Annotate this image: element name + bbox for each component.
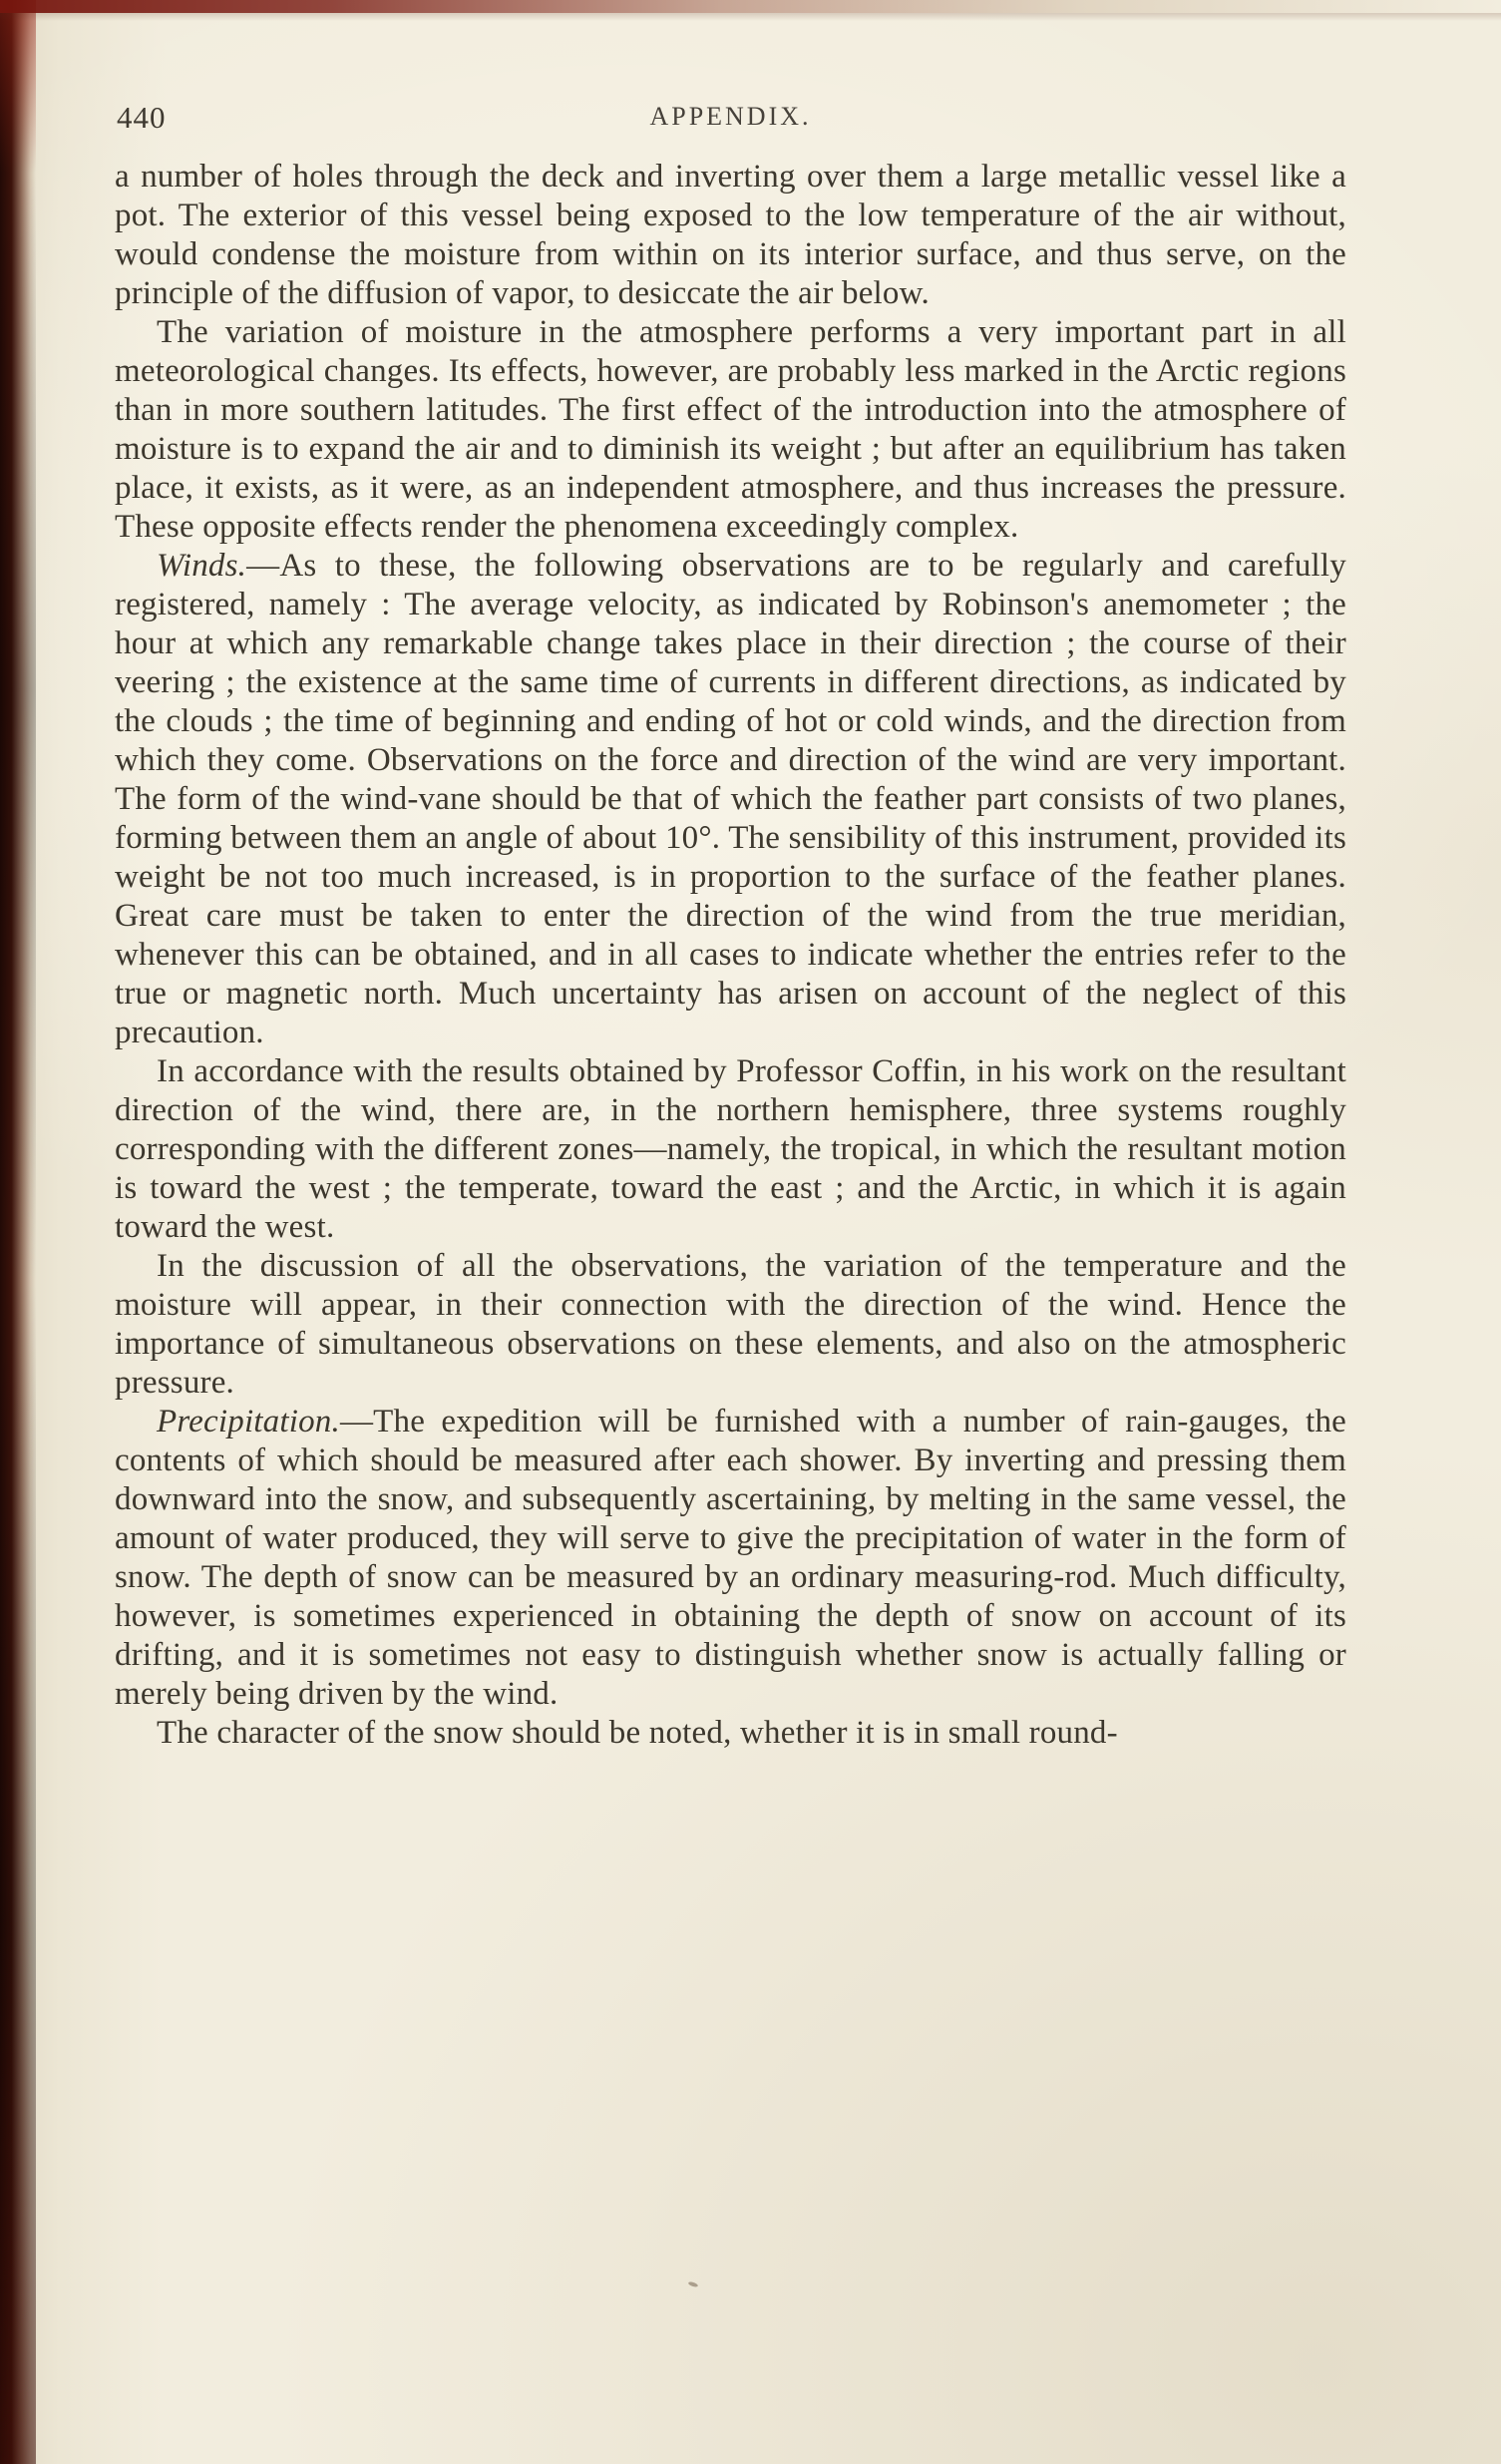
paragraph-lead-word: Winds. (157, 548, 247, 584)
paragraph: In accordance with the results obtained by Professor Coffin, in his work on the resultant direction of the wind, there are, in the northern hemisphere, three systems roughly corresponding with the different zones—namely, the tropical, in which the resultant motion is toward the west ; the temperate, toward the east ; and the Arctic, in which it is again toward the west. (115, 1053, 1346, 1245)
page-number: 440 (117, 100, 167, 135)
paragraph: Winds.—As to these, the following observations are to be regularly and carefully registered, namely : The average velocity, as indicated by Robinson's anemometer ; the hour at which any remarkable change takes place in their direction ; the course of their veering ; the existence at the same time of currents in different directions, as indicated by the clouds ; the time of beginning and ending of hot or cold winds, and the direction from which they come. Observations on the force and direction of the wind are very important. The form of the wind-vane should be that of which the feather part consists of two planes, forming between them an angle of about 10°. The sensibility of this instrument, provided its weight be not too much increased, is in proportion to the surface of the feather planes. Great care must be taken to enter the direction of the wind from the true meridian, whenever this can be obtained, and in all cases to indicate whether the entries refer to the true or magnetic north. Much uncertainty has arisen on account of the neglect of this precaution. (115, 548, 1346, 1050)
page-header (115, 96, 1346, 144)
page-top-edge (0, 0, 1501, 13)
paragraph: In the discussion of all the observations, the variation of the temperature and the moisture will appear, in their connection with the direction of the wind. Hence the importance of simultaneous observations on these elements, and also on the atmospheric pressure. (115, 1248, 1346, 1401)
paragraph: a number of holes through the deck and inverting over them a large metallic vessel like a pot. The exterior of this vessel being exposed to the low temperature of the air without, would condense the moisture from within on its interior surface, and thus serve, on the principle of the diffusion of vapor, to desiccate the air below. (115, 159, 1346, 311)
paragraph-lead-word: Precipitation. (157, 1404, 340, 1439)
paragraph: The variation of moisture in the atmosphere performs a very important part in all meteorological changes. Its effects, however, are probably less marked in the Arctic regions than in more southern latitudes. The first effect of the introduction into the atmosphere of moisture is to expand the air and to diminish its weight ; but after an equilibrium has taken place, it exists, as it were, as an independent atmosphere, and thus increases the pressure. These opposite effects render the phenomena exceedingly complex. (115, 314, 1346, 545)
text-block (115, 158, 1346, 1753)
paragraph: The character of the snow should be noted, whether it is in small round- (157, 1715, 1118, 1751)
running-head: APPENDIX. (649, 102, 812, 131)
paragraph: Precipitation.—The expedition will be furnished with a number of rain-gauges, the contents of which should be measured after each shower. By inverting and pressing them downward into the snow, and subsequently ascertaining, by melting in the same vessel, the amount of water produced, they will serve to give the precipitation of water in the form of snow. The depth of snow can be measured by an ordinary measuring-rod. Much difficulty, however, is sometimes experienced in obtaining the depth of snow on account of its drifting, and it is sometimes not easy to distinguish whether snow is actually falling or merely being driven by the wind. (115, 1404, 1346, 1712)
binding-edge (0, 0, 36, 2464)
paper-speck (688, 2281, 699, 2288)
